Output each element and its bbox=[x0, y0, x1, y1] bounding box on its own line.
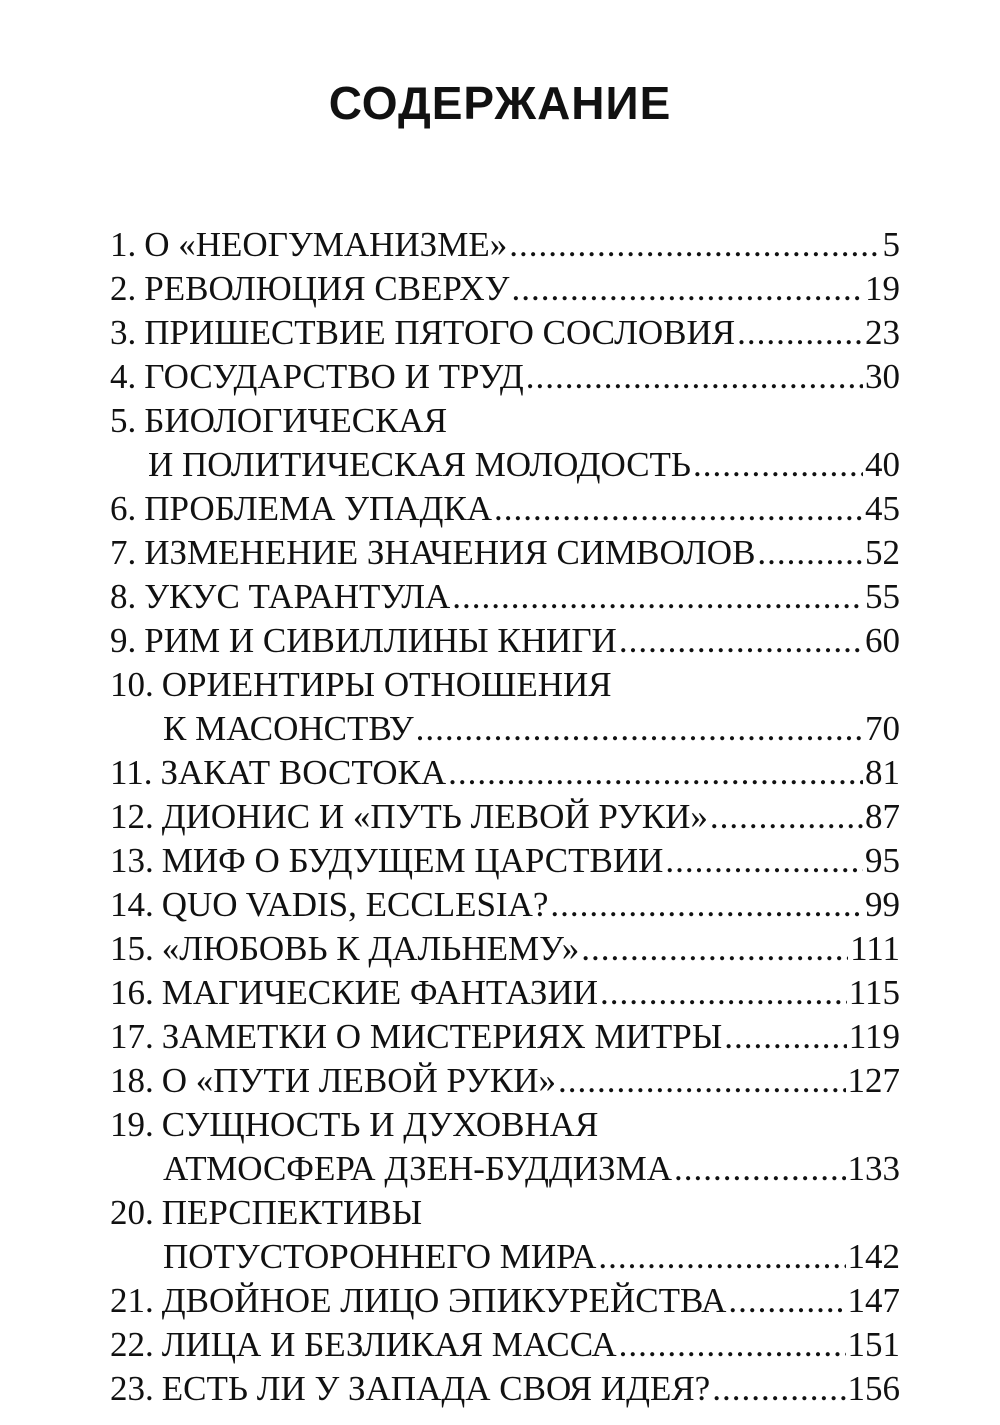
toc-entry-page-number: 87 bbox=[865, 797, 900, 836]
toc-entry-line bbox=[110, 795, 900, 839]
toc-entry-line bbox=[110, 267, 900, 311]
toc-entry[interactable] bbox=[110, 927, 900, 971]
toc-entry-line bbox=[110, 1191, 900, 1235]
toc-entry-line bbox=[110, 443, 900, 487]
toc-entry-page-number: 40 bbox=[865, 445, 900, 484]
toc-entry[interactable] bbox=[110, 795, 900, 839]
toc-entry-number: 9. bbox=[110, 621, 137, 660]
toc-entry-line bbox=[110, 1103, 900, 1147]
toc-entry[interactable] bbox=[110, 619, 900, 663]
toc-entry-number: 10. bbox=[110, 665, 154, 704]
toc-entry[interactable] bbox=[110, 1367, 900, 1411]
toc-entry[interactable] bbox=[110, 883, 900, 927]
toc-dot-leader bbox=[712, 1367, 845, 1411]
toc-dot-leader bbox=[737, 311, 863, 355]
toc-entry-title: ДИОНИС И «ПУТЬ ЛЕВОЙ РУКИ» bbox=[161, 797, 708, 836]
toc-entry-title: ДВОЙНОЕ ЛИЦО ЭПИКУРЕЙСТВА bbox=[161, 1281, 727, 1320]
toc-dot-leader bbox=[600, 971, 847, 1015]
toc-dot-leader bbox=[452, 575, 863, 619]
toc-entry-page-number: 81 bbox=[865, 753, 900, 792]
toc-entry-number: 5. bbox=[110, 401, 137, 440]
toc-entry-number: 23. bbox=[110, 1369, 154, 1408]
toc-dot-leader bbox=[511, 267, 863, 311]
toc-entry-line bbox=[110, 1323, 900, 1367]
toc-dot-leader bbox=[619, 619, 863, 663]
toc-dot-leader bbox=[674, 1147, 846, 1191]
toc-entry-page-number: 52 bbox=[865, 533, 900, 572]
toc-entry-title: ЗАМЕТКИ О МИСТЕРИЯХ МИТРЫ bbox=[161, 1017, 723, 1056]
toc-dot-leader bbox=[558, 1059, 846, 1103]
toc-entry-number: 14. bbox=[110, 885, 154, 924]
toc-entry-number: 7. bbox=[110, 533, 137, 572]
toc-entry-line bbox=[110, 883, 900, 927]
toc-entry-title: ИЗМЕНЕНИЕ ЗНАЧЕНИЯ СИМВОЛОВ bbox=[144, 533, 756, 572]
toc-entry[interactable] bbox=[110, 663, 900, 751]
toc-entry-page-number: 151 bbox=[847, 1325, 900, 1364]
toc-entry[interactable] bbox=[110, 971, 900, 1015]
toc-entry-page-number: 55 bbox=[865, 577, 900, 616]
toc-dot-leader bbox=[416, 707, 863, 751]
toc-entry-line bbox=[110, 355, 900, 399]
toc-entry[interactable] bbox=[110, 1279, 900, 1323]
toc-entry-line bbox=[110, 1059, 900, 1103]
toc-dot-leader bbox=[509, 223, 880, 267]
toc-entry-line bbox=[110, 619, 900, 663]
toc-entry-title: К МАСОНСТВУ bbox=[163, 709, 414, 748]
toc-entry[interactable] bbox=[110, 839, 900, 883]
toc-entry-page-number: 127 bbox=[847, 1061, 900, 1100]
table-of-contents bbox=[110, 223, 900, 1411]
toc-entry[interactable] bbox=[110, 399, 900, 487]
toc-entry-number: 15. bbox=[110, 929, 154, 968]
toc-entry-title: ЗАКАТ ВОСТОКА bbox=[160, 753, 447, 792]
toc-entry-title: «ЛЮБОВЬ К ДАЛЬНЕМУ» bbox=[161, 929, 580, 968]
toc-entry-page-number: 142 bbox=[847, 1237, 900, 1276]
toc-dot-leader bbox=[448, 751, 863, 795]
toc-entry-title: ОРИЕНТИРЫ ОТНОШЕНИЯ bbox=[161, 665, 612, 704]
toc-dot-leader bbox=[526, 355, 863, 399]
toc-entry-page-number: 99 bbox=[865, 885, 900, 924]
toc-entry-number: 13. bbox=[110, 841, 154, 880]
toc-entry[interactable] bbox=[110, 1103, 900, 1191]
toc-entry[interactable] bbox=[110, 223, 900, 267]
toc-entry-page-number: 70 bbox=[865, 709, 900, 748]
toc-entry-page-number: 119 bbox=[848, 1017, 900, 1056]
toc-entry-line bbox=[110, 663, 900, 707]
toc-entry-title: РИМ И СИВИЛЛИНЫ КНИГИ bbox=[144, 621, 617, 660]
toc-dot-leader bbox=[550, 883, 863, 927]
toc-dot-leader bbox=[693, 443, 863, 487]
toc-entry-title: ЕСТЬ ЛИ У ЗАПАДА СВОЯ ИДЕЯ? bbox=[161, 1369, 711, 1408]
toc-entry-page-number: 115 bbox=[848, 973, 900, 1012]
toc-entry-number: 22. bbox=[110, 1325, 154, 1364]
toc-entry-title: АТМОСФЕРА ДЗЕН-БУДДИЗМА bbox=[163, 1149, 672, 1188]
toc-entry-page-number: 5 bbox=[882, 225, 900, 264]
toc-dot-leader bbox=[494, 487, 863, 531]
toc-entry-line bbox=[110, 1147, 900, 1191]
toc-entry-page-number: 147 bbox=[847, 1281, 900, 1320]
toc-entry-title: МАГИЧЕСКИЕ ФАНТАЗИИ bbox=[161, 973, 599, 1012]
toc-entry[interactable] bbox=[110, 1015, 900, 1059]
toc-entry-title: QUO VADIS, ECCLESIA? bbox=[161, 885, 549, 924]
toc-entry-page-number: 111 bbox=[850, 929, 900, 968]
toc-entry-page-number: 19 bbox=[865, 269, 900, 308]
toc-entry-title: ПРИШЕСТВИЕ ПЯТОГО СОСЛОВИЯ bbox=[144, 313, 736, 352]
toc-entry-page-number: 60 bbox=[865, 621, 900, 660]
toc-entry[interactable] bbox=[110, 751, 900, 795]
toc-dot-leader bbox=[619, 1323, 846, 1367]
toc-entry-number: 12. bbox=[110, 797, 154, 836]
toc-dot-leader bbox=[757, 531, 863, 575]
toc-entry[interactable] bbox=[110, 531, 900, 575]
toc-entry-line bbox=[110, 971, 900, 1015]
toc-entry-line bbox=[110, 575, 900, 619]
toc-dot-leader bbox=[581, 927, 848, 971]
toc-entry-line bbox=[110, 839, 900, 883]
toc-entry-line bbox=[110, 531, 900, 575]
toc-dot-leader bbox=[724, 1015, 847, 1059]
toc-entry-title: ЛИЦА И БЕЗЛИКАЯ МАССА bbox=[161, 1325, 617, 1364]
page-title: СОДЕРЖАНИЕ bbox=[328, 76, 672, 129]
toc-entry[interactable] bbox=[110, 575, 900, 619]
toc-entry-number: 3. bbox=[110, 313, 137, 352]
toc-entry-line bbox=[110, 223, 900, 267]
toc-entry-line bbox=[110, 399, 900, 443]
toc-entry-number: 4. bbox=[110, 357, 137, 396]
toc-entry-number: 21. bbox=[110, 1281, 154, 1320]
toc-entry[interactable] bbox=[110, 1191, 900, 1279]
toc-entry-title: О «ПУТИ ЛЕВОЙ РУКИ» bbox=[161, 1061, 556, 1100]
toc-entry-line bbox=[110, 751, 900, 795]
toc-entry-page-number: 133 bbox=[847, 1149, 900, 1188]
toc-entry-title: И ПОЛИТИЧЕСКАЯ МОЛОДОСТЬ bbox=[148, 445, 692, 484]
toc-entry-number: 16. bbox=[110, 973, 154, 1012]
toc-entry[interactable] bbox=[110, 267, 900, 311]
toc-entry-number: 2. bbox=[110, 269, 137, 308]
toc-entry-number: 17. bbox=[110, 1017, 154, 1056]
toc-entry-title: СУЩНОСТЬ И ДУХОВНАЯ bbox=[161, 1105, 599, 1144]
toc-entry[interactable] bbox=[110, 1059, 900, 1103]
toc-entry-title: МИФ О БУДУЩЕМ ЦАРСТВИИ bbox=[161, 841, 664, 880]
toc-entry-number: 11. bbox=[110, 753, 153, 792]
toc-dot-leader bbox=[665, 839, 863, 883]
toc-entry-title: ГОСУДАРСТВО И ТРУД bbox=[144, 357, 524, 396]
toc-entry-title: ПОТУСТОРОННЕГО МИРА bbox=[163, 1237, 597, 1276]
toc-entry-number: 8. bbox=[110, 577, 137, 616]
toc-entry-title: О «НЕОГУМАНИЗМЕ» bbox=[144, 225, 508, 264]
toc-dot-leader bbox=[710, 795, 863, 839]
toc-entry-line bbox=[110, 1279, 900, 1323]
toc-entry-line bbox=[110, 1235, 900, 1279]
toc-entry-title: ПРОБЛЕМА УПАДКА bbox=[144, 489, 493, 528]
toc-entry-number: 18. bbox=[110, 1061, 154, 1100]
toc-entry-line bbox=[110, 1367, 900, 1411]
toc-entry-title: БИОЛОГИЧЕСКАЯ bbox=[144, 401, 448, 440]
toc-dot-leader bbox=[728, 1279, 845, 1323]
toc-entry-line bbox=[110, 487, 900, 531]
toc-entry-page-number: 95 bbox=[865, 841, 900, 880]
toc-entry-title: УКУС ТАРАНТУЛА bbox=[144, 577, 451, 616]
toc-entry-line bbox=[110, 311, 900, 355]
toc-entry-number: 19. bbox=[110, 1105, 154, 1144]
toc-entry[interactable] bbox=[110, 487, 900, 531]
toc-entry[interactable] bbox=[110, 1323, 900, 1367]
toc-entry-page-number: 45 bbox=[865, 489, 900, 528]
toc-dot-leader bbox=[598, 1235, 845, 1279]
toc-entry-line bbox=[110, 927, 900, 971]
toc-entry[interactable] bbox=[110, 355, 900, 399]
toc-entry-number: 20. bbox=[110, 1193, 154, 1232]
toc-entry-title: ПЕРСПЕКТИВЫ bbox=[161, 1193, 423, 1232]
toc-entry-line bbox=[110, 1015, 900, 1059]
toc-entry-line bbox=[110, 707, 900, 751]
toc-entry-page-number: 23 bbox=[865, 313, 900, 352]
toc-entry-number: 1. bbox=[110, 225, 137, 264]
toc-entry-page-number: 156 bbox=[847, 1369, 900, 1408]
toc-entry[interactable] bbox=[110, 311, 900, 355]
toc-entry-number: 6. bbox=[110, 489, 137, 528]
toc-entry-title: РЕВОЛЮЦИЯ СВЕРХУ bbox=[144, 269, 510, 308]
toc-entry-page-number: 30 bbox=[865, 357, 900, 396]
